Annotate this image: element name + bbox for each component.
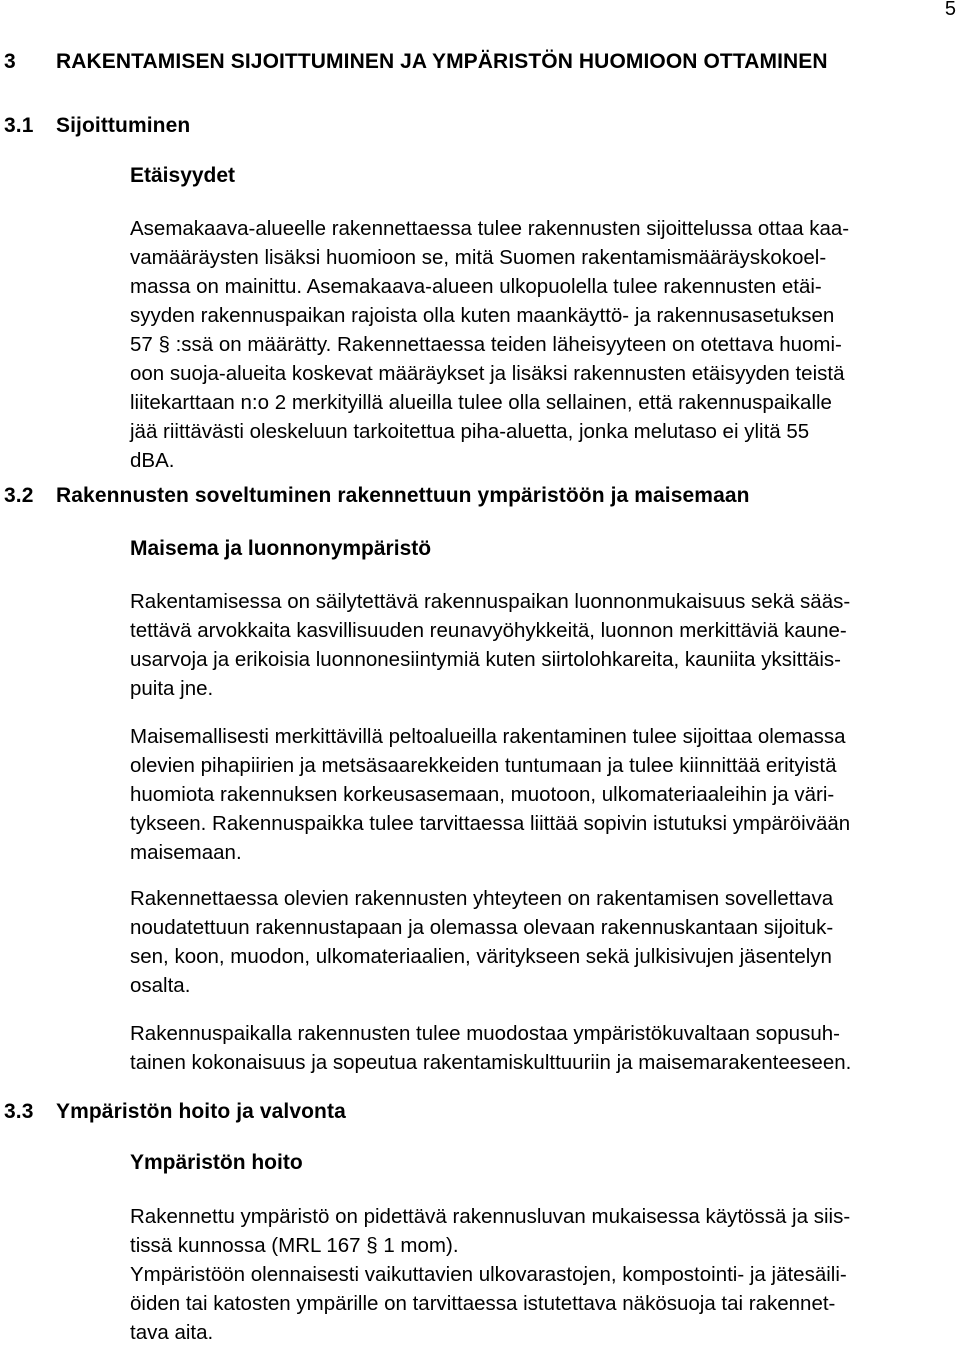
text-line: 57 § :ssä on määrätty. Rakennettaessa teiden läheisyyteen on otettava huomi- — [130, 333, 842, 356]
text-line: tissä kunnossa (MRL 167 § 1 mom). — [130, 1234, 459, 1257]
text-line: Rakennuspaikalla rakennusten tulee muodostaa ympäristökuvaltaan sopusuh- — [130, 1022, 840, 1045]
section-title: Ympäristön hoito ja valvonta — [56, 1100, 346, 1123]
section-number: 3.3 — [4, 1100, 34, 1123]
text-line: tava aita. — [130, 1321, 214, 1344]
text-line: jää riittävästi oleskeluun tarkoitettua piha-aluetta, jonka melutaso ei ylitä 55 — [130, 420, 810, 443]
section-title: Sijoittuminen — [56, 114, 191, 137]
text-line: liitekarttaan n:o 2 merkityillä alueilla tulee olla sellainen, että rakennuspaikalle — [130, 391, 832, 414]
paragraph-etaisyydet — [130, 214, 956, 475]
text-line: massa on mainittu. Asemakaava-alueen ulkopuolella tulee rakennusten etäi- — [130, 275, 822, 298]
paragraph-kokonaisuus — [130, 1019, 956, 1077]
section-heading-3-2 — [4, 484, 750, 508]
text-line: maisemaan. — [130, 841, 242, 864]
text-line: syyden rakennuspaikan rajoista olla kuten maankäyttö- ja rakennusasetuksen — [130, 304, 835, 327]
text-line: osalta. — [130, 974, 191, 997]
section-number: 3.2 — [4, 484, 34, 507]
paragraph-ympariston-hoito — [130, 1202, 956, 1347]
page-number: 5 — [944, 0, 956, 20]
text-line: öiden tai katosten ympärille on tarvittaessa istutettava näkösuoja tai rakennet- — [130, 1292, 836, 1315]
subheading-ympariston-hoito: Ympäristön hoito — [130, 1151, 303, 1174]
section-number: 3.1 — [4, 114, 34, 137]
text-line: sen, koon, muodon, ulkomateriaalien, väritykseen sekä julkisivujen jäsentelyn — [130, 945, 832, 968]
text-line: Asemakaava-alueelle rakennettaessa tulee rakennusten sijoittelussa ottaa kaa- — [130, 217, 850, 240]
section-number: 3 — [4, 50, 16, 73]
paragraph-peltoalueet — [130, 722, 956, 867]
text-line: puita jne. — [130, 677, 214, 700]
text-line: usarvoja ja erikoisia luonnonesiintymiä kuten siirtolohkareita, kauniita yksittäis- — [130, 648, 842, 671]
subheading-maisema: Maisema ja luonnonympäristö — [130, 537, 432, 560]
text-line: tainen kokonaisuus ja sopeutua rakentamiskulttuuriin ja maisemarakenteeseen. — [130, 1051, 852, 1074]
text-line: Ympäristöön olennaisesti vaikuttavien ulkovarastojen, kompostointi- ja jätesäili- — [130, 1263, 847, 1286]
text-line: tettävä arvokkaita kasvillisuuden reunavyöhykkeitä, luonnon merkittäviä kaune- — [130, 619, 847, 642]
text-line: dBA. — [130, 449, 175, 472]
section-heading-3 — [4, 50, 828, 74]
text-line: olevien pihapiirien ja metsäsaarekkeiden tuntumaan ja tulee kiinnittää erityistä — [130, 754, 837, 777]
section-title: RAKENTAMISEN SIJOITTUMINEN JA YMPÄRISTÖN HUOMIOON OTTAMINEN — [56, 50, 828, 73]
text-line: tykseen. Rakennuspaikka tulee tarvittaessa liittää sopivin istutuksi ympäröivään — [130, 812, 851, 835]
text-line: oon suoja-alueita koskevat määräykset ja lisäksi rakennusten etäisyyden teistä — [130, 362, 845, 385]
text-line: noudatettuun rakennustapaan ja olemassa olevaan rakennuskantaan sijoituk- — [130, 916, 834, 939]
text-line: huomiota rakennuksen korkeusasemaan, muotoon, ulkomateriaaleihin ja väri- — [130, 783, 835, 806]
text-line: Rakentamisessa on säilytettävä rakennuspaikan luonnonmukaisuus sekä sääs- — [130, 590, 851, 613]
paragraph-rakennustapa — [130, 884, 956, 1000]
text-line: Rakennettu ympäristö on pidettävä rakennusluvan mukaisessa käytössä ja siis- — [130, 1205, 851, 1228]
section-heading-3-3 — [4, 1100, 346, 1124]
text-line: Rakennettaessa olevien rakennusten yhteyteen on rakentamisen sovellettava — [130, 887, 834, 910]
section-heading-3-1 — [4, 114, 190, 138]
subheading-etaisyydet: Etäisyydet — [130, 164, 236, 187]
text-line: vamääräysten lisäksi huomioon se, mitä Suomen rakentamismääräyskokoel- — [130, 246, 827, 269]
section-title: Rakennusten soveltuminen rakennettuun ympäristöön ja maisemaan — [56, 484, 750, 507]
text-line: Maisemallisesti merkittävillä peltoalueilla rakentaminen tulee sijoittaa olemassa — [130, 725, 846, 748]
paragraph-luonnonmukaisuus — [130, 587, 956, 703]
